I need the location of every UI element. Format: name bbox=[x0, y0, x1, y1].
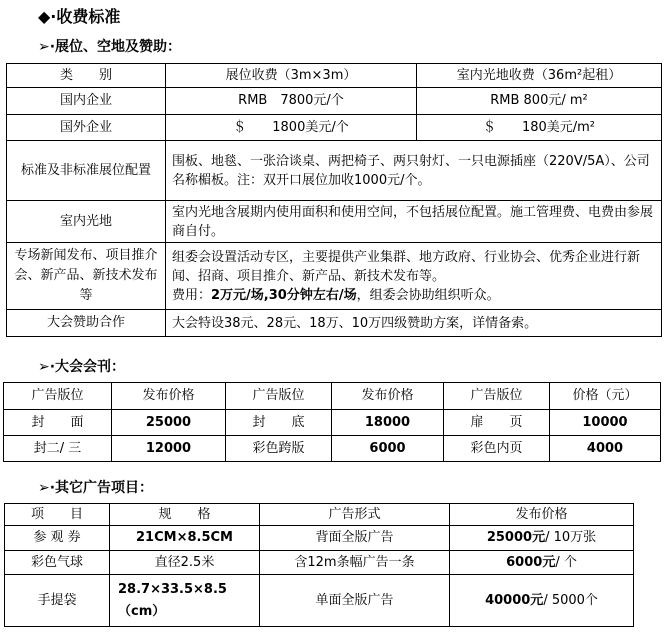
table-row bbox=[7, 115, 662, 141]
table-row bbox=[7, 201, 662, 243]
ad-position: 封二/ 三 bbox=[4, 436, 112, 462]
space-price: RMB 800元/ m² bbox=[417, 88, 662, 115]
header-price: 发布价格 bbox=[450, 504, 634, 526]
header-ad-position: 广告版位 bbox=[226, 383, 332, 410]
item-spec: 直径2.5米 bbox=[110, 551, 260, 575]
table-row bbox=[4, 410, 661, 436]
price-unit: / 10万张 bbox=[545, 530, 597, 545]
ad-position: 彩色跨版 bbox=[226, 436, 332, 462]
press-desc-text: 组委会设置活动专区，主要提供产业集群、地方政府、行业协会、优秀企业进行新闻、招商、项目推介、新产品、新技术发布等。 bbox=[172, 249, 641, 284]
price-unit: / 个 bbox=[555, 554, 577, 570]
press-fee-prefix: 费用： bbox=[172, 287, 212, 303]
item-ad-form: 含12m条幅广告一条 bbox=[260, 551, 450, 575]
press-fee-amount: 2万元/场,30分钟左右/场 bbox=[211, 287, 357, 303]
row-label: 国内企业 bbox=[7, 88, 166, 115]
ad-price: 6000 bbox=[332, 436, 444, 462]
table-header-row bbox=[5, 504, 634, 526]
table-header-row bbox=[7, 64, 662, 88]
row-label: 大会赞助合作 bbox=[7, 310, 166, 337]
header-price: 发布价格 bbox=[332, 383, 444, 410]
header-item: 项 目 bbox=[5, 504, 110, 526]
ad-price: 4000 bbox=[550, 436, 661, 462]
header-spec: 规 格 bbox=[110, 504, 260, 526]
table-row bbox=[7, 310, 662, 337]
item-name: 参 观 券 bbox=[5, 526, 110, 551]
header-price: 价格（元） bbox=[550, 383, 661, 410]
table-header-row bbox=[4, 383, 661, 410]
table-row bbox=[5, 526, 634, 551]
table-row bbox=[5, 551, 634, 575]
section3-heading: ➢·其它广告项目： bbox=[38, 480, 154, 496]
booth-price: ＄ 1800美元/个 bbox=[166, 115, 417, 141]
table-row bbox=[7, 243, 662, 310]
standard-booth-description: 围板、地毯、一张洽谈桌、两把椅子、两只射灯、一只电源插座（220V/5A）、公司名称楣板。注：双开口展位加收1000元/个。 bbox=[166, 141, 662, 201]
item-name: 手提袋 bbox=[5, 575, 110, 627]
item-ad-form: 背面全版广告 bbox=[260, 526, 450, 551]
space-price: ＄ 180美元/m² bbox=[417, 115, 662, 141]
item-ad-form: 单面全版广告 bbox=[260, 575, 450, 627]
press-fee-suffix: ，组委会协助组织听众。 bbox=[356, 287, 500, 303]
table-row bbox=[5, 575, 634, 627]
ad-position: 彩色内页 bbox=[444, 436, 550, 462]
price-amount: 40000元 bbox=[485, 592, 544, 608]
row-label: 室内光地 bbox=[7, 201, 166, 243]
ad-price: 18000 bbox=[332, 410, 444, 436]
item-name: 彩色气球 bbox=[5, 551, 110, 575]
other-ad-table bbox=[4, 503, 634, 627]
ad-price: 12000 bbox=[112, 436, 226, 462]
row-label: 专场新闻发布、项目推介会、新产品、新技术发布等 bbox=[7, 243, 166, 310]
press-event-description bbox=[166, 243, 662, 310]
header-booth-fee: 展位收费（3m×3m） bbox=[166, 64, 417, 88]
price-amount: 25000元 bbox=[486, 530, 546, 545]
price-unit: / 5000个 bbox=[543, 592, 598, 608]
table-row bbox=[7, 141, 662, 201]
table-row bbox=[4, 436, 661, 462]
header-ad-position: 广告版位 bbox=[4, 383, 112, 410]
item-spec: 28.7×33.5×8.5（cm） bbox=[110, 575, 260, 627]
item-price bbox=[450, 551, 634, 575]
header-ad-form: 广告形式 bbox=[260, 504, 450, 526]
header-ad-position: 广告版位 bbox=[444, 383, 550, 410]
price-amount: 6000元 bbox=[506, 554, 556, 570]
ad-price: 25000 bbox=[112, 410, 226, 436]
ad-position: 封 底 bbox=[226, 410, 332, 436]
catalog-ad-table bbox=[3, 382, 661, 462]
ad-position: 封 面 bbox=[4, 410, 112, 436]
ad-price: 10000 bbox=[550, 410, 661, 436]
section2-heading: ➢·大会会刊： bbox=[38, 359, 126, 375]
item-price bbox=[450, 575, 634, 627]
item-price bbox=[450, 526, 634, 551]
section1-heading: ➢·展位、空地及赞助： bbox=[38, 39, 182, 55]
booth-fee-table bbox=[6, 63, 662, 337]
row-label: 国外企业 bbox=[7, 115, 166, 141]
sponsor-description: 大会特设38元、28元、18万、10万四级赞助方案，详情备索。 bbox=[166, 310, 662, 337]
header-price: 发布价格 bbox=[112, 383, 226, 410]
ad-position: 扉 页 bbox=[444, 410, 550, 436]
header-category: 类 别 bbox=[7, 64, 166, 88]
header-space-fee: 室内光地收费（36m²起租） bbox=[417, 64, 662, 88]
booth-price: RMB 7800元/个 bbox=[166, 88, 417, 115]
table-row bbox=[7, 88, 662, 115]
item-spec: 21CM×8.5CM bbox=[110, 526, 260, 551]
raw-space-description: 室内光地含展期内使用面积和使用空间，不包括展位配置。施工管理费、电费由参展商自付。 bbox=[166, 201, 662, 243]
page-title: ◆·收费标准 bbox=[38, 7, 121, 26]
row-label: 标准及非标准展位配置 bbox=[7, 141, 166, 201]
